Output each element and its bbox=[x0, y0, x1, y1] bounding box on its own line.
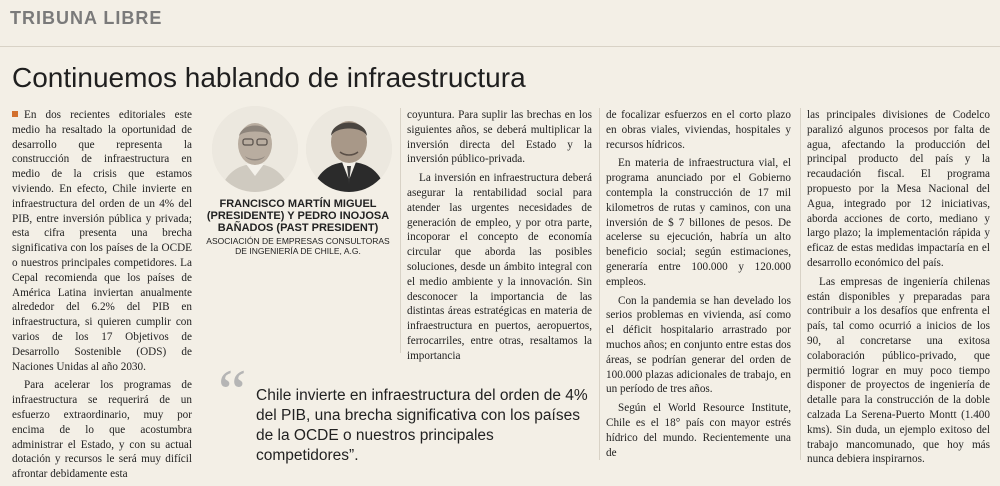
paragraph-marker-icon bbox=[12, 111, 18, 117]
article-column-3 bbox=[407, 108, 592, 368]
column-divider bbox=[800, 108, 801, 460]
author-organization: ASOCIACIÓN DE EMPRESAS CONSULTORAS DE INGENIERÍA DE CHILE, A.G. bbox=[206, 236, 390, 256]
author-photo-pedro-inojosa bbox=[306, 106, 392, 192]
paragraph: Con la pandemia se han develado los serios problemas en vivienda, así como el déficit hospitalario arrastrado por muchos años; en conjunto entre estas dos áreas, se podrían generar del orden de 100.000 plazas adicionales de trabajo, en un período de tres años. bbox=[606, 294, 791, 396]
paragraph: las principales divisiones de Codelco paralizó algunos procesos por falta de agua, afectando la producción del principal producto del país y la recaudación fiscal. El programa propuesto por la Mesa Nacional del Agua, integrado por 12 iniciativas, aborda acciones de corto, mediano y largo plazo; la implementación rápida y eficaz de estas medidas impactaría en el desarrollo económico del país. bbox=[807, 109, 990, 269]
article-column-1 bbox=[12, 108, 192, 486]
author-photo-francisco-martin bbox=[212, 106, 298, 192]
section-divider bbox=[0, 46, 1000, 47]
paragraph: En dos recientes editoriales este medio ha resaltado la oportunidad de desarrollo que representa la construcción de infraestructura en medio de la crisis que estamos viviendo. En efecto, Chile invierte en infraestructura del orden de un 4% del PIB, entre inversión pública y privada; esta cifra presenta una brecha significativa con los países de la OCDE o nuestros principales competidores. La Cepal recomienda que los países de América Latina inviertan anualmente alrededor del 6.2% del PIB en infraestructura, si quieren cumplir con varios de los 17 Objetivos de Desarrollo Sostenible (ODS) de Naciones Unidas al año 2030. bbox=[12, 109, 192, 373]
paragraph: La inversión en infraestructura deberá asegurar la rentabilidad social para atender las urgentes necesidades de generación de empleo, y por otra parte, incoporar el concepto de economía circular que aborda las posibles soluciones, desde un ámbito integral con el medio ambiente y la innovación. Sin desconocer la importancia de las distintas áreas estratégicas en materia de infraestructura en puertos, aeropuertos, ferrocarriles, entre otras, resaltamos la importancia bbox=[407, 172, 592, 362]
quote-mark-icon: “ bbox=[218, 356, 247, 427]
author-names: FRANCISCO MARTÍN MIGUEL (PRESIDENTE) Y PEDRO INOJOSA BAÑADOS (PAST PRESIDENT) bbox=[206, 198, 390, 234]
author-byline bbox=[200, 198, 396, 256]
paragraph: coyuntura. Para suplir las brechas en los siguientes años, se deberá multiplicar la inversión directa del Estado y la inversión público-privada. bbox=[407, 109, 592, 166]
article-column-4 bbox=[606, 108, 791, 464]
paragraph: Según el World Resource Institute, Chile es el 18° país con mayor estrés hídrico del mundo. Recientemente una de bbox=[606, 402, 791, 459]
pull-quote: Chile invierte en infraestructura del orden de 4% del PIB, una brecha significativa con los países de la OCDE o nuestros principales competidores”. bbox=[256, 387, 588, 464]
paragraph: En materia de infraestructura vial, el programa anunciado por el Gobierno contempla la construcción de 17 mil kilometros de rutas y caminos, con una inversión de $ 7 billones de pesos. De acelerse su ejecución, habría un alto beneficio social; según estimaciones, generaría entre 100.000 y 120.000 empleos. bbox=[606, 157, 791, 288]
column-divider bbox=[599, 108, 600, 460]
section-label: TRIBUNA LIBRE bbox=[10, 8, 163, 28]
column-divider bbox=[400, 108, 401, 353]
paragraph: de focalizar esfuerzos en el corto plazo en obras viales, viviendas, hospitales y recursos hídricos. bbox=[606, 109, 791, 151]
paragraph: Las empresas de ingeniería chilenas están disponibles y preparadas para contribuir a los desafíos que enfrenta el país, tal como ocurrió a inicios de los 90, al concretarse una exitosa colaboración público-privado, que permitió lograr en muy poco tiempo disponer de proyectos de ingeniería de detalle para la construcción de la doble calzada La Serena-Puerto Montt (1.400 kms). Sin duda, un ejemplo exitoso del trabajo mancomunado, que hoy más nunca debiera inspirarnos. bbox=[807, 275, 990, 466]
article-headline: Continuemos hablando de infraestructura bbox=[12, 62, 526, 93]
paragraph: Para acelerar los programas de infraestructura se requerirá de un esfuerzo extraordinario, muy por encima de lo que acostumbra administrar el Estado, y con su actual dotación y recursos le será muy difícil afrontar debidamente esta bbox=[12, 379, 192, 481]
article-column-5 bbox=[807, 108, 990, 471]
